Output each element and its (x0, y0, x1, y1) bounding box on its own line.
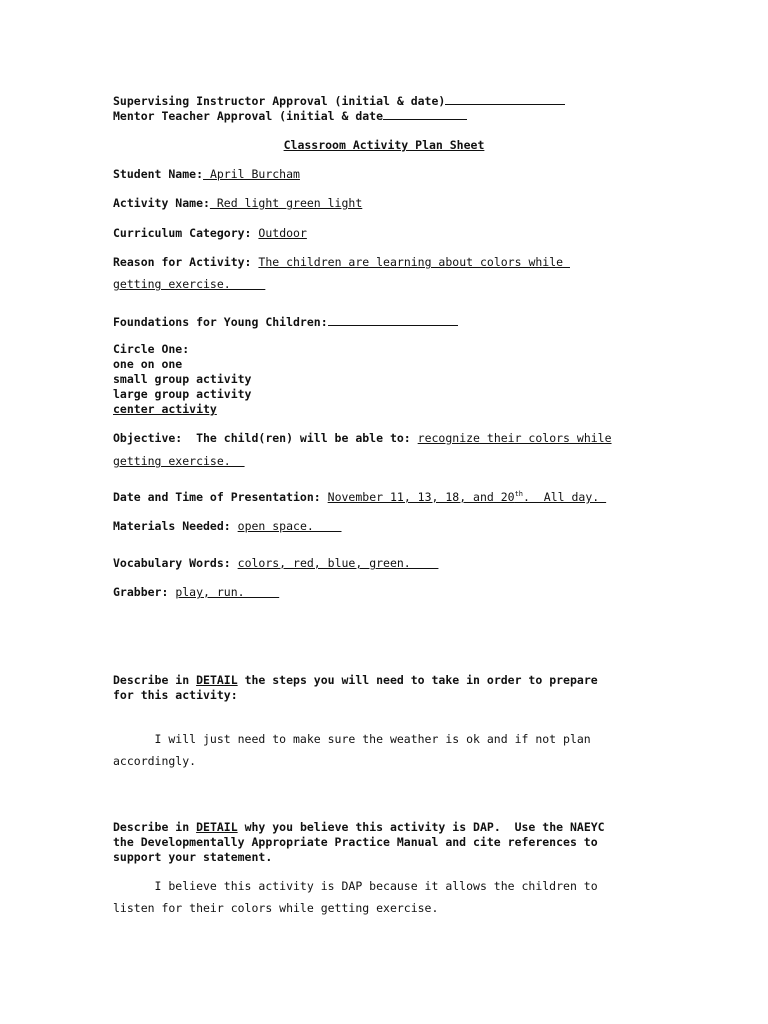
grabber-line (113, 585, 279, 600)
activity-name-line (113, 196, 362, 211)
student-name-line (113, 167, 467, 182)
reason-value-line1: The children are learning about colors while (258, 255, 570, 269)
grabber-value: play, run. (175, 585, 280, 599)
supervising-approval-line (113, 93, 565, 109)
prepare-question-line1 (113, 673, 598, 688)
curriculum-line (113, 226, 307, 241)
circle-option-large-group: large group activity (113, 387, 252, 401)
reason-label: Reason for Activity: (113, 255, 252, 269)
foundations-line (113, 314, 458, 330)
dap-answer-line1: I believe this activity is DAP because it allows the children to (113, 879, 598, 893)
supervising-approval-blank (445, 93, 565, 105)
date-time-value-main: November 11, 13, 18, and 20 (327, 490, 515, 504)
dap-question-emphasis: DETAIL (196, 820, 238, 834)
dap-question-line3: support your statement. (113, 850, 273, 864)
foundations-label: Foundations for Young Children: (113, 315, 328, 329)
prepare-answer-line1: I will just need to make sure the weather is ok and if not plan (113, 732, 591, 746)
activity-name-label: Activity Name: (113, 196, 210, 210)
circle-option-small-group: small group activity (113, 372, 252, 386)
supervising-approval-label: Supervising Instructor Approval (initial & date) (113, 94, 446, 108)
curriculum-value: Outdoor (258, 226, 307, 240)
mentor-approval-label: Mentor Teacher Approval (initial & date (113, 109, 384, 123)
prepare-question-emphasis: DETAIL (196, 673, 238, 687)
circle-option-one-on-one: one on one (113, 357, 183, 371)
dap-question-line2: the Developmentally Appropriate Practice Manual and cite references to (113, 835, 598, 849)
date-time-line (113, 490, 606, 505)
dap-question-rest: why you believe this activity is DAP. Use the NAEYC (237, 820, 605, 834)
prepare-answer-line2: accordingly. (113, 754, 197, 768)
objective-label: Objective: The child(ren) will be able to: (113, 431, 411, 445)
materials-value: open space. (237, 519, 342, 533)
circle-option-center-activity: center activity (113, 402, 217, 416)
prepare-question-rest: the steps you will need to take in order to prepare (237, 673, 598, 687)
student-name-value: April Burcham (203, 167, 300, 181)
date-time-value (328, 490, 606, 504)
materials-line (113, 519, 342, 534)
dap-question-prefix: Describe in (113, 820, 197, 834)
reason-value-line2: getting exercise. (113, 277, 266, 291)
prepare-question-line2: for this activity: (113, 688, 238, 702)
objective-value-line1: recognize their colors while (417, 431, 612, 445)
dap-question-line1 (113, 820, 605, 835)
activity-name-value: Red light green light (209, 196, 363, 210)
grabber-label: Grabber: (113, 585, 169, 599)
foundations-blank (328, 314, 458, 326)
objective-line (113, 431, 612, 446)
page-title: Classroom Activity Plan Sheet (283, 138, 485, 152)
curriculum-label: Curriculum Category: (113, 226, 252, 240)
dap-answer-line2: listen for their colors while getting exercise. (113, 901, 439, 915)
vocabulary-line (113, 556, 438, 571)
circle-one-label: Circle One: (113, 342, 190, 356)
materials-label: Materials Needed: (113, 519, 231, 533)
reason-line (113, 255, 570, 270)
prepare-question-prefix: Describe in (113, 673, 197, 687)
date-time-value-sup: th (514, 490, 524, 499)
mentor-approval-line (113, 108, 467, 124)
objective-value-line2: getting exercise. (113, 454, 245, 468)
date-time-value-tail: . All day. (523, 490, 607, 504)
vocabulary-value: colors, red, blue, green. (237, 556, 439, 570)
student-name-label: Student Name: (113, 167, 204, 181)
vocabulary-label: Vocabulary Words: (113, 556, 231, 570)
mentor-approval-blank (383, 108, 467, 120)
date-time-label: Date and Time of Presentation: (113, 490, 321, 504)
